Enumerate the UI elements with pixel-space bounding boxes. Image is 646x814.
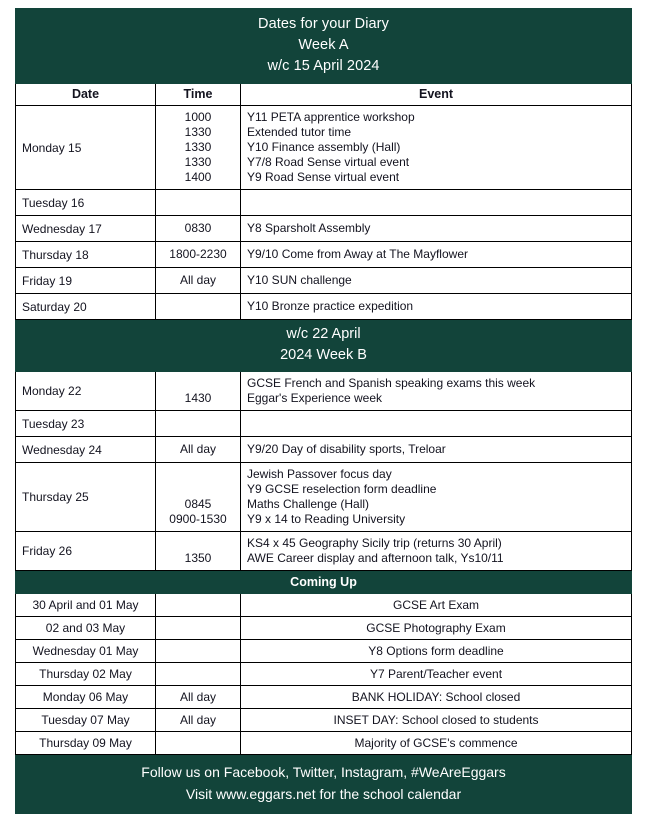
row-times: 0830 — [156, 216, 241, 242]
week-b-banner — [16, 320, 632, 372]
row-times: 1800-2230 — [156, 242, 241, 268]
table-row — [16, 463, 632, 532]
row-date: Wednesday 17 — [16, 216, 156, 242]
table-row — [16, 106, 632, 190]
row-events: KS4 x 45 Geography Sicily trip (returns 30 April) AWE Career display and afternoon talk, Ys10/11 — [241, 532, 632, 571]
row-times: All day — [156, 268, 241, 294]
row-times — [156, 190, 241, 216]
coming-up-event: Y8 Options form deadline — [241, 640, 632, 663]
coming-up-banner: Coming Up — [16, 571, 632, 594]
list-item — [16, 640, 632, 663]
row-events: Y10 Bronze practice expedition — [241, 294, 632, 320]
coming-up-event: Y7 Parent/Teacher event — [241, 663, 632, 686]
header-banner — [16, 9, 632, 84]
row-events: Y9/10 Come from Away at The Mayflower — [241, 242, 632, 268]
column-header-time: Time — [156, 84, 241, 106]
row-times: All day — [156, 437, 241, 463]
header-title-line-3: w/c 15 April 2024 — [267, 58, 380, 74]
coming-up-event: GCSE Photography Exam — [241, 617, 632, 640]
row-events: Y10 SUN challenge — [241, 268, 632, 294]
row-events — [241, 411, 632, 437]
coming-up-time: All day — [156, 686, 241, 709]
row-date: Friday 19 — [16, 268, 156, 294]
footer-banner — [16, 755, 632, 814]
column-header-row — [16, 84, 632, 106]
row-date: Monday 15 — [16, 106, 156, 190]
coming-up-date: 30 April and 01 May — [16, 594, 156, 617]
row-events: GCSE French and Spanish speaking exams this week Eggar's Experience week — [241, 372, 632, 411]
row-events: Y11 PETA apprentice workshop Extended tutor time Y10 Finance assembly (Hall) Y7/8 Road Sense virtual event Y9 Road Sense virtual event — [241, 106, 632, 190]
row-events: Y9/20 Day of disability sports, Treloar — [241, 437, 632, 463]
week-b-line-2: 2024 Week B — [280, 347, 367, 363]
footer-line-1: Follow us on Facebook, Twitter, Instagram, #WeAreEggars — [141, 764, 506, 780]
row-date: Tuesday 16 — [16, 190, 156, 216]
row-times: 1000 1330 1330 1330 1400 — [156, 106, 241, 190]
row-times — [156, 294, 241, 320]
week-b-banner-row — [16, 320, 632, 372]
coming-up-event: INSET DAY: School closed to students — [241, 709, 632, 732]
row-times — [156, 411, 241, 437]
coming-up-time: All day — [156, 709, 241, 732]
table-row — [16, 437, 632, 463]
dates-for-your-diary-table — [15, 8, 632, 814]
footer-line-2: Visit www.eggars.net for the school calendar — [185, 786, 462, 802]
coming-up-date: Thursday 02 May — [16, 663, 156, 686]
column-header-date: Date — [16, 84, 156, 106]
week-b-line-1: w/c 22 April — [286, 326, 361, 342]
header-banner-row — [16, 9, 632, 84]
coming-up-date: 02 and 03 May — [16, 617, 156, 640]
row-times: 1350 — [156, 532, 241, 571]
coming-up-date: Monday 06 May — [16, 686, 156, 709]
table-row — [16, 532, 632, 571]
list-item — [16, 617, 632, 640]
row-date: Saturday 20 — [16, 294, 156, 320]
table-row — [16, 268, 632, 294]
coming-up-event: GCSE Art Exam — [241, 594, 632, 617]
coming-up-time — [156, 617, 241, 640]
table-row — [16, 216, 632, 242]
row-date: Thursday 18 — [16, 242, 156, 268]
row-date: Thursday 25 — [16, 463, 156, 532]
coming-up-date: Tuesday 07 May — [16, 709, 156, 732]
row-date: Tuesday 23 — [16, 411, 156, 437]
coming-up-banner-row — [16, 571, 632, 594]
row-events — [241, 190, 632, 216]
column-header-event: Event — [241, 84, 632, 106]
list-item — [16, 686, 632, 709]
table-body — [16, 9, 632, 814]
table-row — [16, 372, 632, 411]
list-item — [16, 732, 632, 755]
coming-up-time — [156, 594, 241, 617]
list-item — [16, 709, 632, 732]
row-date: Wednesday 24 — [16, 437, 156, 463]
table-row — [16, 190, 632, 216]
row-date: Friday 26 — [16, 532, 156, 571]
coming-up-time — [156, 640, 241, 663]
coming-up-event: Majority of GCSE's commence — [241, 732, 632, 755]
footer-row — [16, 755, 632, 814]
header-title-line-1: Dates for your Diary — [258, 16, 389, 32]
row-times: 0845 0900-1530 — [156, 463, 241, 532]
row-times: 1430 — [156, 372, 241, 411]
coming-up-time — [156, 732, 241, 755]
list-item — [16, 594, 632, 617]
header-title-line-2: Week A — [298, 37, 349, 53]
row-events: Y8 Sparsholt Assembly — [241, 216, 632, 242]
row-events: Jewish Passover focus day Y9 GCSE reselection form deadline Maths Challenge (Hall) Y9 x 14 to Reading University — [241, 463, 632, 532]
coming-up-date: Thursday 09 May — [16, 732, 156, 755]
table-row — [16, 411, 632, 437]
row-date: Monday 22 — [16, 372, 156, 411]
table-row — [16, 242, 632, 268]
coming-up-event: BANK HOLIDAY: School closed — [241, 686, 632, 709]
table-row — [16, 294, 632, 320]
coming-up-date: Wednesday 01 May — [16, 640, 156, 663]
list-item — [16, 663, 632, 686]
coming-up-time — [156, 663, 241, 686]
